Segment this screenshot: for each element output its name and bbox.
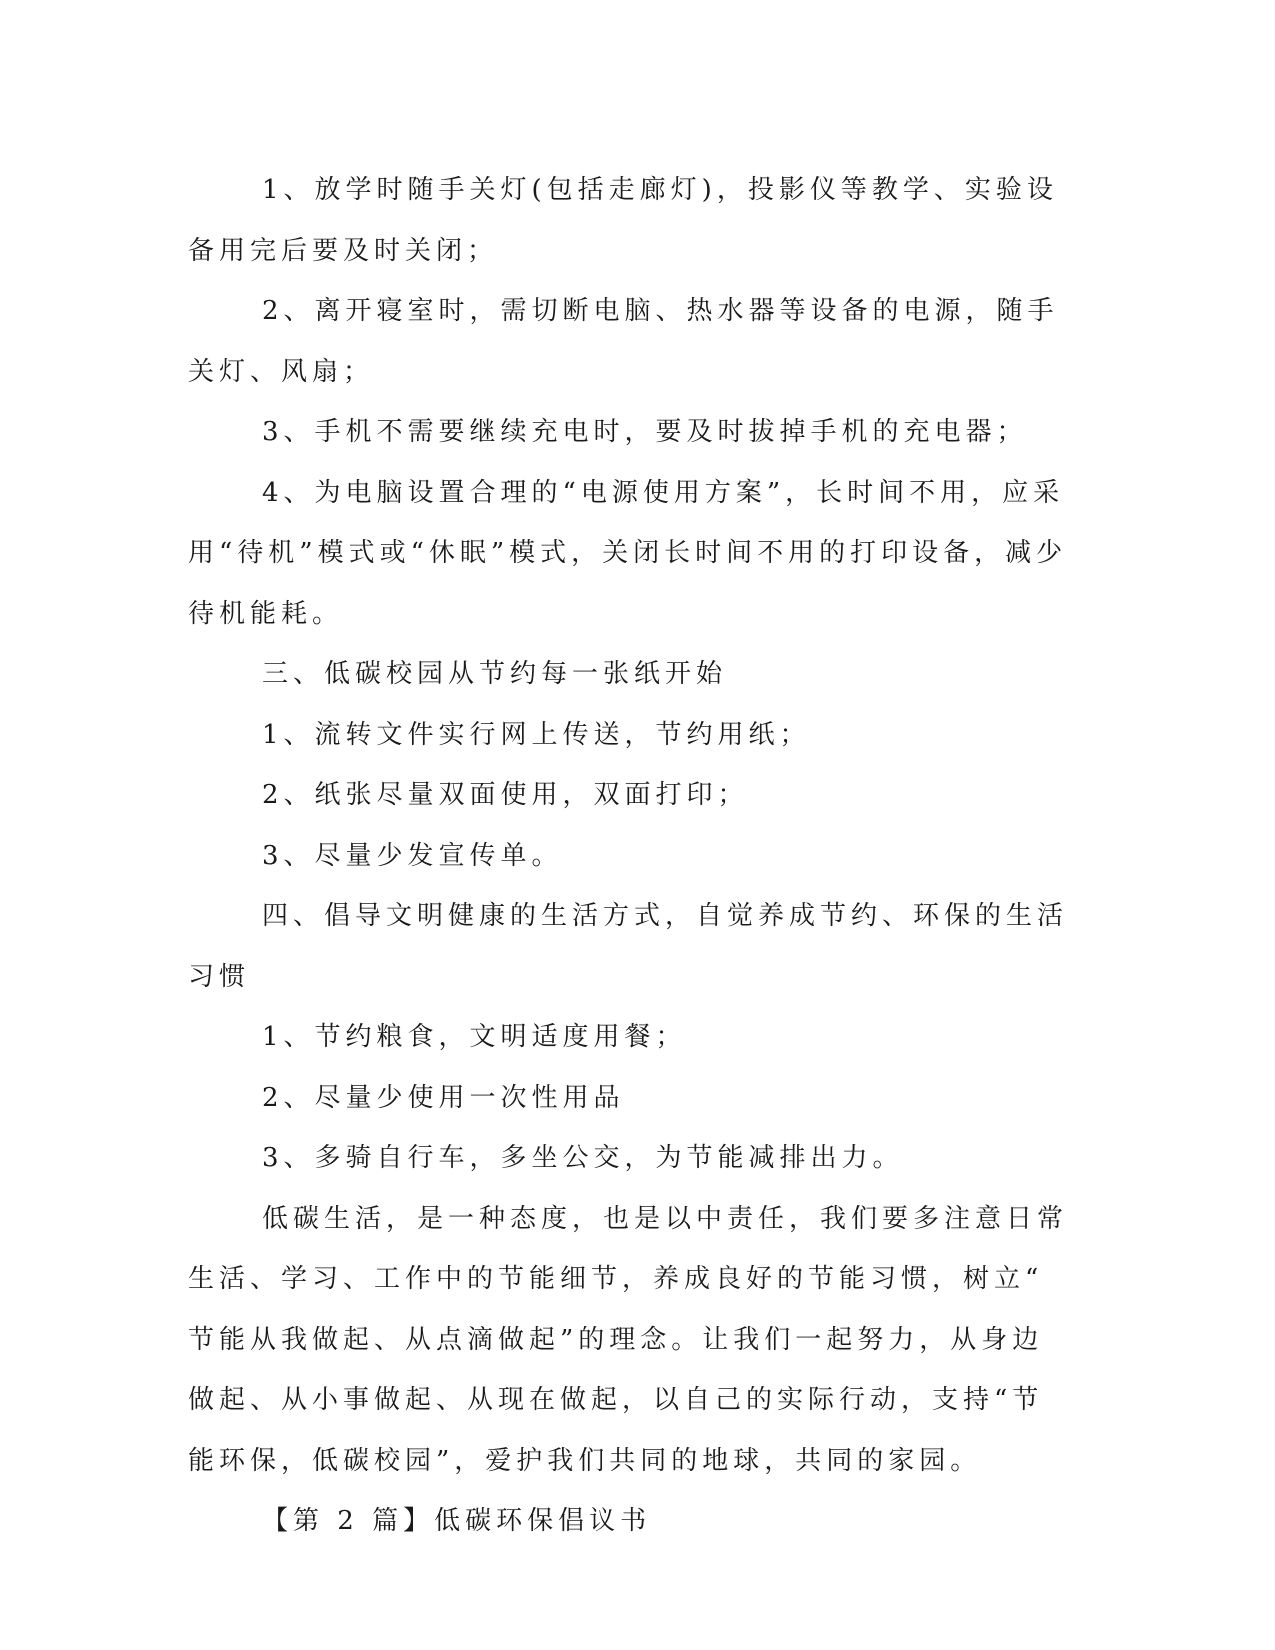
document-body: [188, 160, 1068, 1552]
paragraph-save-food: 1、节约粮食，文明适度用餐；: [262, 1022, 687, 1052]
paragraph-power-plan: 4、为电脑设置合理的“电源使用方案”，长时间不用，应采用“待机”模式或“休眠”模式，关闭长时间不用的打印设备，减少待机能耗。: [188, 477, 1068, 629]
paragraph-disposables: 2、尽量少使用一次性用品: [262, 1082, 625, 1113]
section-heading-paper: 三、低碳校园从节约每一张纸开始: [262, 659, 728, 689]
paragraph-conclusion: 低碳生活，是一种态度，也是以中责任，我们要多注意日常生活、学习、工作中的节能细节，养成良好的节能习惯，树立“节能从我做起、从点滴做起”的理念。让我们一起努力，从身边做起、从小事做起、从现在做起，以自己的实际行动，支持“节能环保，低碳校园”，爱护我们共同的地球，共同的家园。: [188, 1203, 1069, 1476]
next-article-title: 【第 2 篇】低碳环保倡议书: [262, 1506, 652, 1536]
section-heading-lifestyle: 四、倡导文明健康的生活方式，自觉养成节约、环保的生活习惯: [188, 901, 1069, 992]
paragraph-dorm-power: 2、离开寝室时，需切断电脑、热水器等设备的电源，随手关灯、风扇；: [188, 296, 1059, 387]
paragraph-bike-bus: 3、多骑自行车，多坐公交，为节能减排出力。: [262, 1143, 904, 1173]
paragraph-online-transfer: 1、流转文件实行网上传送，节约用纸；: [262, 719, 811, 750]
paragraph-double-sided: 2、纸张尽量双面使用，双面打印；: [262, 780, 749, 810]
paragraph-fewer-flyers: 3、尽量少发宣传单。: [262, 840, 563, 871]
paragraph-phone-charger: 3、手机不需要继续充电时，要及时拔掉手机的充电器；: [262, 417, 1028, 447]
paragraph-turn-off-lights: 1、放学时随手关灯(包括走廊灯)，投影仪等教学、实验设备用完后要及时关闭；: [188, 175, 1058, 266]
